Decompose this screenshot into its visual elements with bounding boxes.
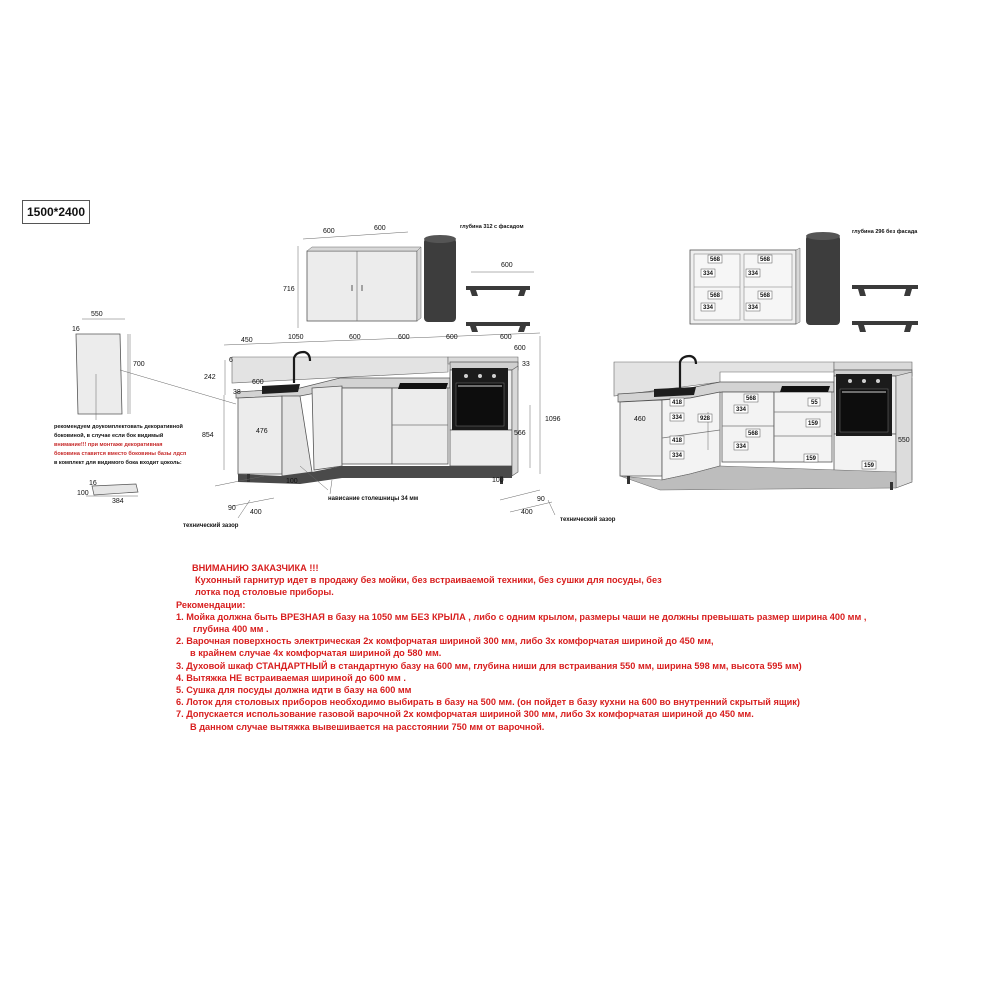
tech-gap-label-2: технический зазор [560,517,616,523]
rec-1b: глубина 400 мм . [193,624,269,635]
decorative-side-panel [76,334,128,414]
dim-33: 33 [522,361,530,368]
dim-159c: 159 [864,463,875,469]
rec-1a: 1. Мойка должна быть ВРЕЗНАЯ в базу на 1050 мм БЕЗ КРЫЛА , либо с одним крылом, размеры чаши не должны превышать размер ширина 400 мм , [176,611,867,622]
dim-plinth-16: 16 [89,480,97,487]
rec-2a: 2. Варочная поверхность электрическая 2х комфорчатая шириной 300 мм, либо 3х комфорчатая шириной до 450 мм, [176,636,714,647]
dim-334d: 334 [736,444,747,450]
customer-notes [176,562,976,733]
dim-panel-t: 16 [72,326,80,333]
depth-label-left: глубина 312 с фасадом [460,224,524,230]
dim-476: 476 [256,428,268,435]
side-note-red-2: боковина ставится вместо боковины базы лдсп [54,451,187,457]
dim-334-1: 334 [703,271,714,277]
shelves-left [466,286,530,332]
dim-600e: 600 [514,345,526,352]
dim-568a: 568 [746,396,757,402]
dim-panel-w: 550 [91,311,103,318]
attention-heading: ВНИМАНИЮ ЗАКАЗЧИКА !!! [192,563,319,573]
dim-600b: 600 [398,334,410,341]
range-hood-left [424,235,456,322]
range-hood-right [806,232,840,325]
dim-1096: 1096 [545,416,561,423]
rec-2b: в крайнем случае 4х комфорчатая шириной до 580 мм. [190,648,442,659]
dim-418a: 418 [672,400,683,406]
dim-600a: 600 [349,334,361,341]
dim-100b: 100 [492,477,504,484]
dim-568-3: 568 [710,293,721,299]
dim-1050: 1050 [288,334,304,341]
upper-cabinets-right [690,248,800,324]
dim-334b: 334 [672,453,683,459]
dim-159a: 159 [808,421,819,427]
rec-7b: В данном случае вытяжка вывешивается на расстоянии 750 мм от варочной. [190,721,545,732]
dim-334a: 334 [672,415,683,421]
dim-400a: 400 [250,509,262,516]
recommendations-heading: Рекомендации: [176,599,246,610]
rec-6: 6. Лоток для столовых приборов необходимо выбирать в базу на 500 мм. (он пойдет в базу кухни на 600 во внутренний скрытый ящик) [176,697,800,708]
dim-600c: 600 [446,334,458,341]
rec-5: 5. Сушка для посуды должна идти в базу на 600 мм [176,685,412,696]
depth-label-right: глубина 296 без фасада [852,229,918,235]
dim-568-1: 568 [710,257,721,263]
sale-note-1: Кухонный гарнитур идет в продажу без мойки, без встраиваемой техники, без сушки для посуды, без [195,575,662,586]
dim-55: 55 [811,400,818,406]
dim-568-2: 568 [760,257,771,263]
dim-100a: 100 [286,478,298,485]
side-note-red-1: внимание!!! при монтаже декоративная [54,442,163,448]
overhang-label: нависание столешницы 34 мм [328,496,419,502]
rec-3: 3. Духовой шкаф СТАНДАРТНЫЙ в стандартную базу на 600 мм, глубина ниши для встраивания 550 мм, ширина 598 мм, высота 595 мм) [176,660,802,671]
dim-460: 460 [634,416,646,423]
dim-90a: 90 [228,505,236,512]
upper-cabinets-left [307,247,421,321]
sale-note-2: лотка под столовые приборы. [195,587,334,598]
side-note-3: в комплект для видимого бока входит цоколь: [54,460,182,466]
shelves-right [852,285,918,332]
dim-568-4: 568 [760,293,771,299]
dim-854: 854 [202,432,214,439]
side-note-2: боковиной, в случае если бок видимый [54,433,164,439]
dim-38: 38 [233,389,241,396]
dim-159b: 159 [806,456,817,462]
dim-panel-h: 700 [133,361,145,368]
rec-7a: 7. Допускается использование газовой варочной 2х комфорчатая шириной 300 мм, либо 3х комфорчатая шириной до 450 мм. [176,709,754,720]
dim-334-4: 334 [748,305,759,311]
dim-6: 6 [229,357,233,364]
dim-334c: 334 [736,407,747,413]
dim-334-2: 334 [748,271,759,277]
rec-4: 4. Вытяжка НЕ встраиваемая шириной до 600 мм . [176,672,406,683]
base-cabinets-left [232,352,518,484]
base-cabinets-right [614,356,912,490]
dim-928: 928 [700,416,711,422]
dim-400b: 400 [521,509,533,516]
dim-shelf-w: 600 [501,262,513,269]
dim-upper-w2: 600 [374,225,386,232]
dim-plinth-384: 384 [112,498,124,505]
size-label: 1500*2400 [22,200,90,224]
dim-334-3: 334 [703,305,714,311]
dim-90b: 90 [537,496,545,503]
dim-418b: 418 [672,438,683,444]
dim-plinth-100: 100 [77,490,89,497]
side-note-1: рекомендуем доукомплектовать декоративной [54,424,183,430]
tech-gap-label-1: технический зазор [183,523,239,529]
dim-upper-h: 716 [283,286,295,293]
dim-450: 450 [241,337,253,344]
dim-600d: 600 [500,334,512,341]
dim-corner-600: 600 [252,379,264,386]
dim-upper-w1: 600 [323,228,335,235]
plinth-piece [92,484,138,495]
dim-568b: 568 [748,431,759,437]
dim-550: 550 [898,437,910,444]
dim-242: 242 [204,374,216,381]
dim-566: 566 [514,430,526,437]
